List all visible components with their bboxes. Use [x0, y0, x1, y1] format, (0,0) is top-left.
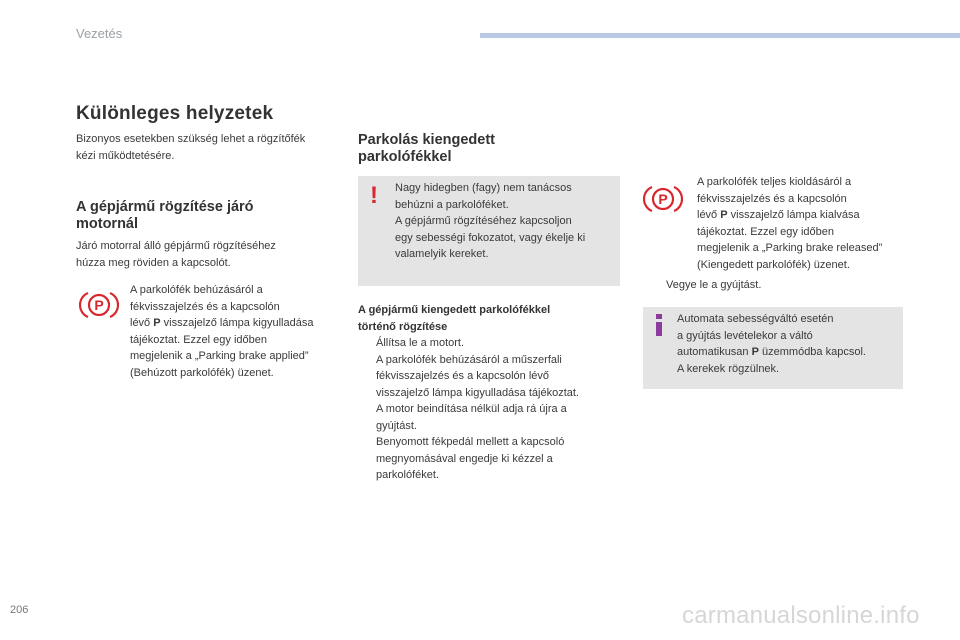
- bullet-marker: [358, 335, 376, 401]
- warning-text: Nagy hidegben (fagy) nem tanácsos behúzni a parkolóféket. A gépjármű rögzítéséhez kapcsoljon egy sebességi fokozatot, vagy ékelje ki valamelyik kereket.: [395, 182, 586, 260]
- list-item: Állítsa le a motort. A parkolófék behúzásáról a műszerfali fékvisszajelzés és a kapcsolón lévő visszajelző lámpa kigyulladása tájékoztat.: [358, 335, 623, 401]
- info-text: Automata sebességváltó esetén a gyújtás levételekor a váltó automatikusan P üzemmódba kapcsol. A kerekek rögzülnek.: [677, 313, 866, 375]
- p-symbol: P: [153, 317, 161, 329]
- bullet-marker: [358, 401, 376, 434]
- list-item: Vegye le a gyújtást.: [648, 277, 908, 294]
- section-label: Vezetés: [76, 26, 123, 41]
- intro-text: Bizonyos esetekben szükség lehet a rögzítőfék kézi működtetésére.: [76, 133, 306, 162]
- list-item: Benyomott fékpedál mellett a kapcsoló megnyomásával engedje ki kézzel a parkolóféket.: [358, 434, 623, 484]
- moving-heading: A gépjármű rögzítése járó motornál: [76, 199, 254, 232]
- disengaged-subheading: A gépjármű kiengedett parkolófékkel történő rögzítése: [358, 304, 551, 333]
- page-title: Különleges helyzetek: [76, 103, 274, 124]
- info-icon: [654, 314, 664, 341]
- parking-brake-icon: [643, 184, 683, 219]
- release-note: A parkolófék teljes kioldásáról a fékvisszajelzés és a kapcsolón lévő P visszajelző lámpa kialvása tájékoztat. Ezzel egy időben megjelenik a „Parking brake released” (Kiengedett parkolófék) üzenet.: [697, 176, 883, 271]
- moving-note: A parkolófék behúzásáról a fékvisszajelzés és a kapcsolón lévő P visszajelző lámpa kigyulladása tájékoztat. Ezzel egy időben megjelenik a „Parking brake applied” (Behúzott parkolófék) üzenet.: [130, 284, 314, 379]
- page-number: 206: [10, 604, 29, 616]
- svg-text:P: P: [658, 191, 668, 207]
- list-item: A motor beindítása nélkül adja rá újra a gyújtást.: [358, 401, 623, 434]
- parking-brake-icon: [79, 290, 119, 325]
- bullet-marker: [648, 277, 666, 294]
- watermark: carmanualsonline.info: [682, 602, 920, 629]
- moving-text: Járó motorral álló gépjármű rögzítéséhez húzza meg röviden a kapcsolót.: [76, 240, 276, 269]
- p-symbol: P: [720, 209, 728, 221]
- svg-text:P: P: [94, 297, 104, 313]
- warning-box: [358, 176, 620, 286]
- disengaged-heading: Parkolás kiengedett parkolófékkel: [358, 132, 495, 165]
- warning-exclamation-icon: !: [370, 182, 378, 209]
- bullet-marker: [358, 434, 376, 484]
- p-symbol: P: [751, 346, 759, 358]
- steps-list: [358, 335, 623, 484]
- header-rule: [480, 33, 960, 38]
- info-box: [643, 307, 903, 389]
